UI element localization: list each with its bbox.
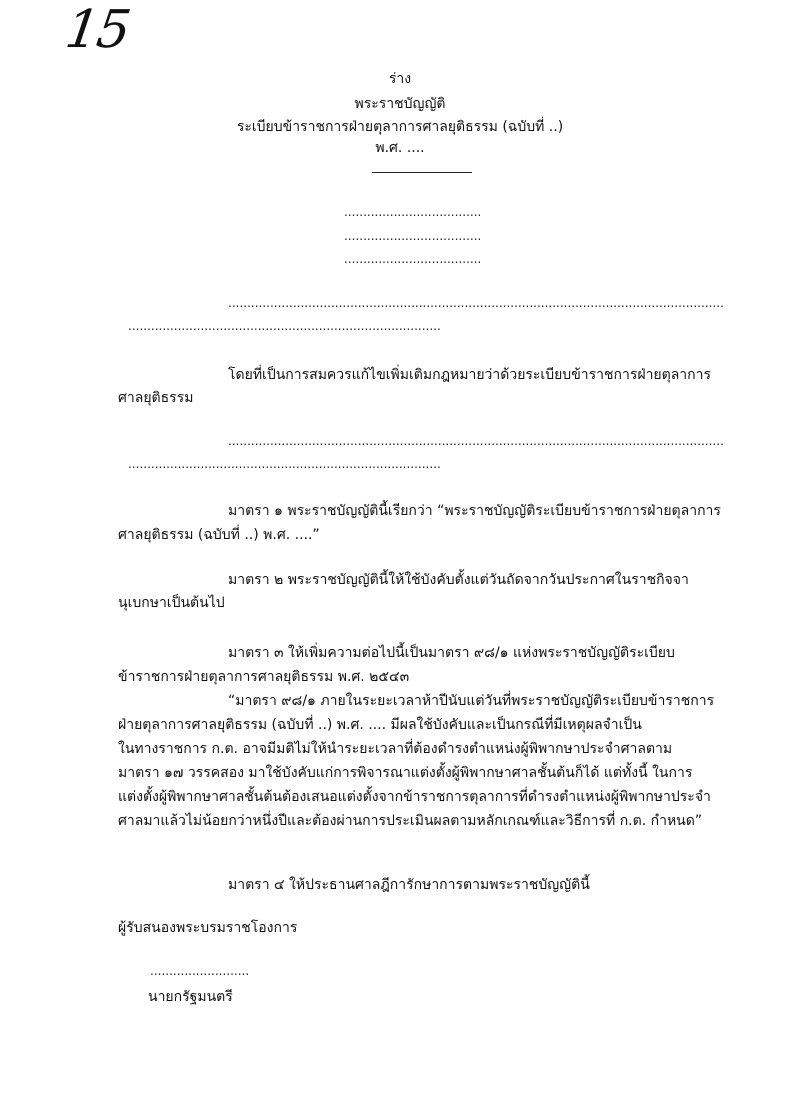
preamble-dots-2: .................................................................................. [128,319,441,333]
act-type: พระราชบัญญัติ [354,96,446,112]
section-4-line-1: มาตรา ๔ ให้ประธานศาลฎีการักษาการตามพระราชบัญญัตินี้ [228,877,590,893]
title-rule [372,172,472,173]
section-3-quote-line-1: “มาตรา ๙๘/๑ ภายในระยะเวลาห้าปีนับแต่วันที่พระราชบัญญัติระเบียบข้าราชการ [228,693,715,709]
enact-dots-2: .................................................................................. [128,457,441,471]
section-2-line-1: มาตรา ๒ พระราชบัญญัตินี้ให้ใช้บังคับตั้งแต่วันถัดจากวันประกาศในราชกิจจา [228,572,689,588]
section-1-line-2: ศาลยุติธรรม (ฉบับที่ ..) พ.ศ. ....” [118,527,320,543]
enact-dots-1: .................................................................................................................................. [228,434,724,448]
section-3-quote-line-5: แต่งตั้งผู้พิพากษาศาลชั้นต้นต้องเสนอแต่งตั้งจากข้าราชการตุลาการที่ดำรงตำแหน่งผู้พิพากษาประจำ [118,789,711,805]
section-3-line-1: มาตรา ๓ ให้เพิ่มความต่อไปนี้เป็นมาตรา ๙๘/๑ แห่งพระราชบัญญัติระเบียบ [228,645,675,661]
act-name: ระเบียบข้าราชการฝ่ายตุลาการศาลยุติธรรม (ฉบับที่ ..) [236,119,564,135]
countersign-dots: .......................... [150,964,250,978]
signature-dots-2: .................................... [344,229,482,243]
section-1-line-1: มาตรา ๑ พระราชบัญญัตินี้เรียกว่า “พระราชบัญญัติระเบียบข้าราชการฝ่ายตุลาการ [228,503,721,519]
countersign-label: ผู้รับสนองพระบรมราชโองการ [118,920,298,936]
section-3-quote-line-6: ศาลมาแล้วไม่น้อยกว่าหนึ่งปีและต้องผ่านการประเมินผลตามหลักเกณฑ์และวิธีการที่ ก.ต. กำหนด” [118,813,703,829]
signature-dots-1: .................................... [344,205,482,219]
draft-label: ร่าง [388,71,412,87]
signature-dots-3: .................................... [344,252,482,266]
section-3-quote-line-4: มาตรา ๑๗ วรรคสอง มาใช้บังคับแก่การพิจารณาแต่งตั้งผู้พิพากษาศาลชั้นต้นก็ได้ แต่ทั้งนี้ ในการ [118,765,693,781]
section-3-quote-line-3: ในทางราชการ ก.ต. อาจมีมติไม่ให้นำระยะเวลาที่ต้องดำรงตำแหน่งผู้พิพากษาประจำศาลตาม [118,741,673,757]
section-3-quote-line-2: ฝ่ายตุลาการศาลยุติธรรม (ฉบับที่ ..) พ.ศ. .... มีผลใช้บังคับและเป็นกรณีที่มีเหตุผลจำเป็น [118,717,642,733]
section-3-line-2: ข้าราชการฝ่ายตุลาการศาลยุติธรรม พ.ศ. ๒๕๔๓ [118,669,410,685]
reason-line-1: โดยที่เป็นการสมควรแก้ไขเพิ่มเติมกฎหมายว่าด้วยระเบียบข้าราชการฝ่ายตุลาการ [228,367,712,383]
section-2-line-2: นุเบกษาเป็นต้นไป [118,595,225,611]
preamble-dots-1: .................................................................................................................................. [228,296,724,310]
countersign-title: นายกรัฐมนตรี [148,989,233,1005]
act-year: พ.ศ. .... [375,140,425,156]
reason-line-2: ศาลยุติธรรม [118,390,194,406]
page-number-mark: 15 [61,0,133,60]
